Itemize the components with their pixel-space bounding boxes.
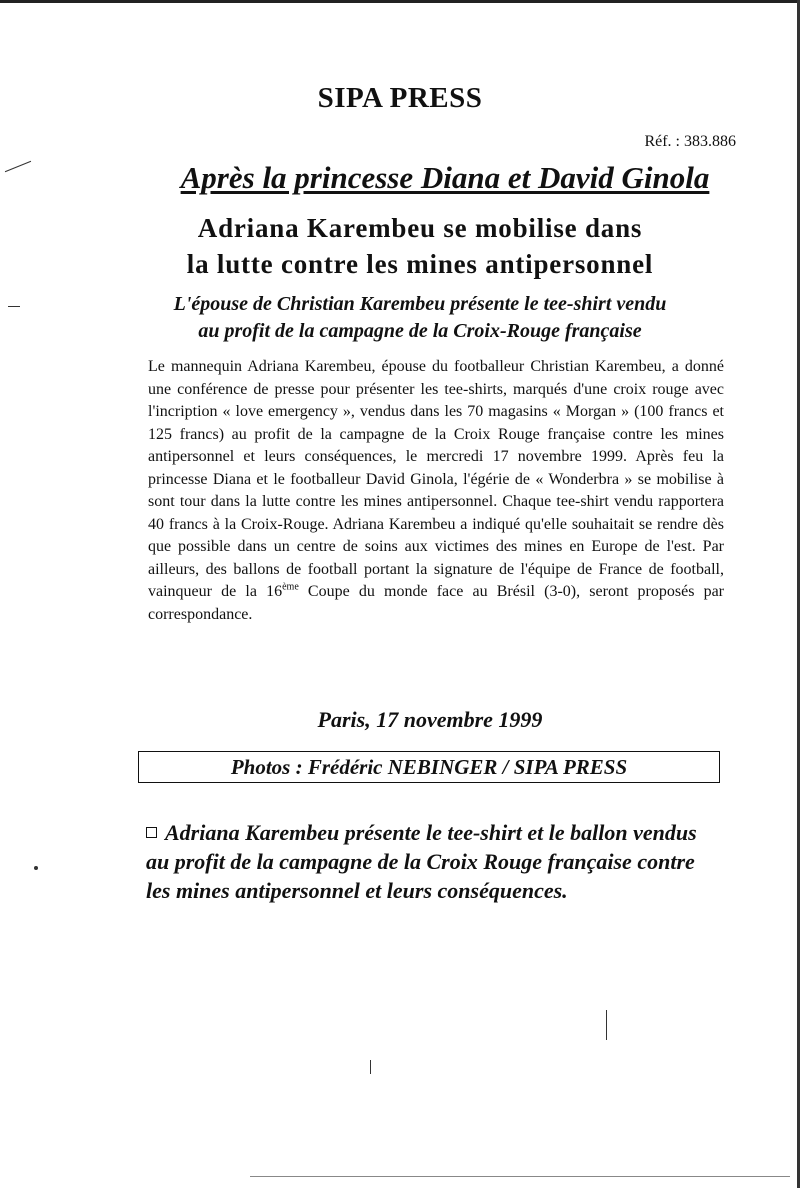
headline-line: Adriana Karembeu se mobilise dans [197,213,643,243]
reference-number: Réf. : 383.886 [644,133,736,150]
scan-edge-bottom [250,1176,790,1177]
body-text-part: Coupe du monde face au Brésil (3-0), seront proposés par correspondance. [148,583,725,623]
photo-caption [146,818,721,905]
article-body [148,356,724,626]
headline-line: la lutte contre les mines antipersonnel [186,249,654,279]
dateline: Paris, 17 novembre 1999 [317,707,543,732]
subhead-line: L'épouse de Christian Karembeu présente le tee-shirt vendu [173,293,667,315]
scan-speck [34,866,38,870]
checkbox-bullet-icon [146,827,157,838]
main-headline [120,210,720,282]
subhead-line: au profit de la campagne de la Croix-Rouge française [198,320,642,342]
scan-mark [370,1060,371,1074]
subheadline [90,291,750,345]
photo-credit: Photos : Frédéric NEBINGER / SIPA PRESS [230,755,628,779]
caption-text: Adriana Karembeu présente le tee-shirt et le ballon vendus au profit de la campagne de la Croix Rouge française contre les mines antipersonnel et leurs conséquences. [146,820,697,903]
agency-name: SIPA PRESS [317,82,483,114]
photo-credit-box [138,751,720,783]
scan-mark [8,306,20,307]
body-text-part: Le mannequin Adriana Karembeu, épouse du footballeur Christian Karembeu, a donné une conférence de presse pour présenter les tee-shirts, marqués d'une croix rouge avec l'incription « love emergency », vendus dans les 70 magasins « Morgan » (100 francs et 125 francs) au profit de la campagne de la Croix Rouge française contre les mines antipersonnel et leurs conséquences, le mercredi 17 novembre 1999. Après feu la princesse Diana et le footballeur David Ginola, l'égérie de « Wonderbra » se mobilise à sont tour dans la lutte contre les mines antipersonnel. Chaque tee-shirt vendu rapportera 40 francs à la Croix-Rouge. Adriana Karembeu a indiqué qu'elle souhaitait se rendre dès que possible dans un centre de soins aux victimes des mines en Europe de l'est. Par ailleurs, des ballons de football portant la signature de l'équipe de France de football, vainqueur de la 16 [148,358,724,600]
ordinal-superscript: ème [282,581,299,593]
scan-mark [606,1010,607,1040]
kicker-headline: Après la princesse Diana et David Ginola [180,160,710,195]
scan-edge-top [0,0,800,3]
